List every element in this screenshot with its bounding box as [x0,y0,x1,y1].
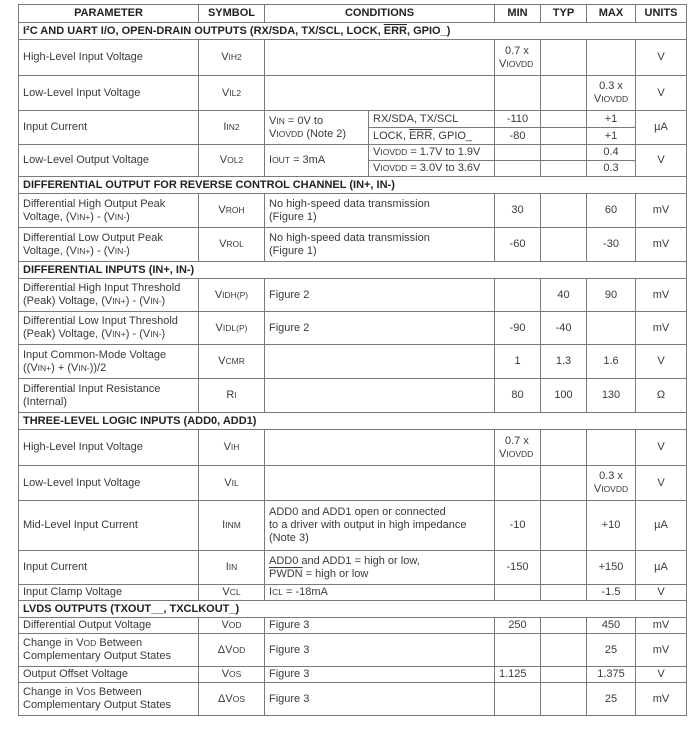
section-title-diff-out: DIFFERENTIAL OUTPUT FOR REVERSE CONTROL CHANNEL (IN+, IN-) [19,177,687,194]
section-row [19,262,687,279]
section-row [19,601,687,618]
table-row: Low-Level Output Voltage VOL2 IOUT = 3mA VIOVDD = 1.7V to 1.9V 0.4 V [19,145,687,161]
table-row: Input Clamp Voltage VCL ICL = -18mA -1.5 V [19,585,687,601]
table-row: Differential High Input Threshold (Peak) Voltage, (VIN+) - (VIN-) VIDH(P) Figure 2 40 90 mV [19,279,687,312]
section-row [19,177,687,194]
header-units: UNITS [636,5,687,23]
table-row: VIOVDD = 3.0V to 3.6V 0.3 [19,161,687,177]
header-row [19,5,687,23]
section-title-lvds: LVDS OUTPUTS (TXOUT__, TXCLKOUT_) [19,601,687,618]
section-row [19,23,687,40]
table-row: High-Level Input Voltage VIH2 0.7 x VIOVDD V [19,40,687,76]
table-row: Change in VOS Between Complementary Output States ΔVOS Figure 3 25 mV [19,683,687,716]
table-row: LOCK, $\overline{ERR}$, GPIO_ -80 +1 [19,128,687,145]
header-typ: TYP [541,5,587,23]
header-conditions: CONDITIONS [265,5,495,23]
table-row: Mid-Level Input Current IINM ADD0 and ADD1 open or connected to a driver with output in high impedance (Note 3) -10 +10 µA [19,501,687,551]
table-row: High-Level Input Voltage VIH 0.7 x VIOVDD V [19,430,687,466]
section-title-i2c: I²C AND UART I/O, OPEN-DRAIN OUTPUTS (RX/SDA, TX/SCL, LOCK, $\overline{ERR}$, GPIO_) [19,23,687,40]
table-row: Differential Low Output Peak Voltage, (VIN+) - (VIN-) VROL No high-speed data transmission (Figure 1) -60 -30 mV [19,228,687,262]
table-row: Differential High Output Peak Voltage, (VIN+) - (VIN-) VROH No high-speed data transmission (Figure 1) 30 60 mV [19,194,687,228]
table-row: Differential Output Voltage VOD Figure 3 250 450 mV [19,618,687,634]
table-row: Output Offset Voltage VOS Figure 3 1.125 1.375 V [19,667,687,683]
table-row: Input Current IIN2 VIN = 0V to VIOVDD (Note 2) RX/SDA, TX/SCL -110 +1 µA [19,111,687,128]
table-row: Differential Input Resistance (Internal) RI 80 100 130 Ω [19,379,687,413]
header-symbol: SYMBOL [199,5,265,23]
electrical-characteristics-table [18,4,687,716]
table-row: Low-Level Input Voltage VIL 0.3 x VIOVDD V [19,466,687,501]
section-title-diff-in: DIFFERENTIAL INPUTS (IN+, IN-) [19,262,687,279]
header-min: MIN [495,5,541,23]
section-title-three-level: THREE-LEVEL LOGIC INPUTS (ADD0, ADD1) [19,413,687,430]
table-row: Differential Low Input Threshold (Peak) Voltage, (VIN+) - (VIN-) VIDL(P) Figure 2 -90 -40 mV [19,312,687,345]
table-row: Low-Level Input Voltage VIL2 0.3 x VIOVDD V [19,76,687,111]
table-row: Input Current IIN ADD0 and ADD1 = high or low, PWDN = high or low -150 +150 µA [19,551,687,585]
header-max: MAX [587,5,636,23]
section-row [19,413,687,430]
table-row: Input Common-Mode Voltage ((VIN+) + (VIN-))/2 VCMR 1 1.3 1.6 V [19,345,687,379]
header-parameter: PARAMETER [19,5,199,23]
table-row: Change in VOD Between Complementary Output States ΔVOD Figure 3 25 mV [19,634,687,667]
